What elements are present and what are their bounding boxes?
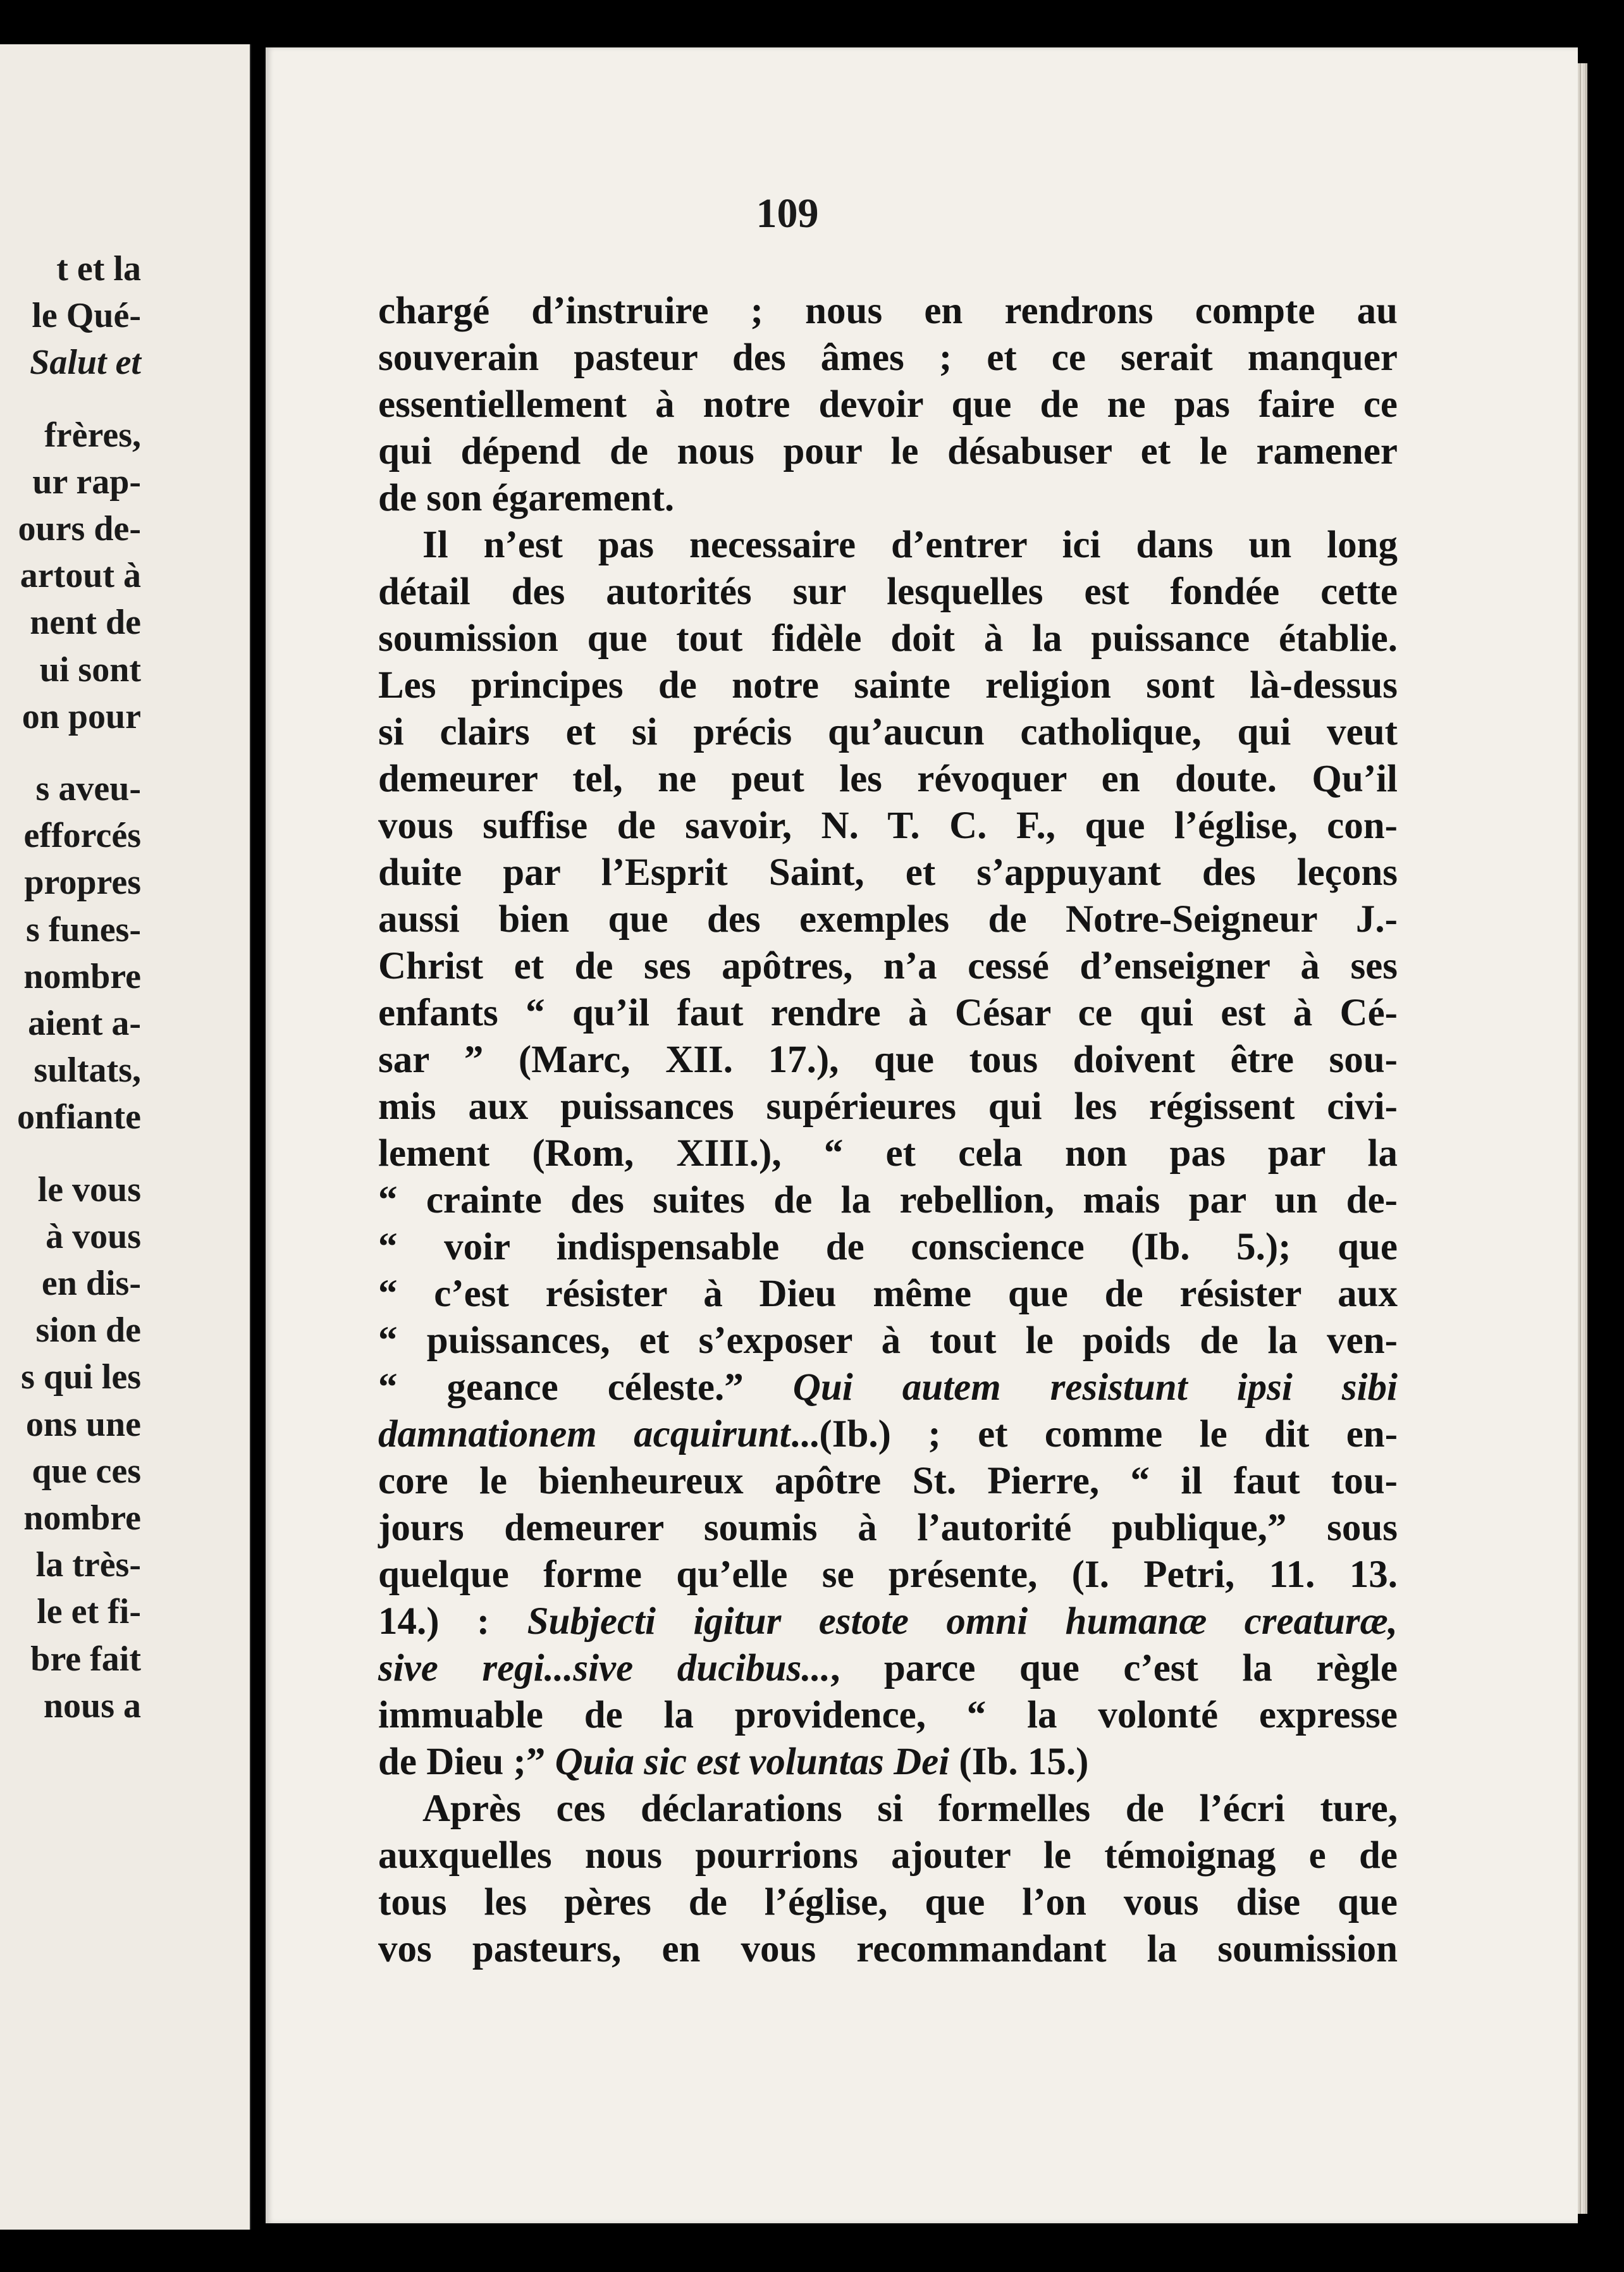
text-segment: lement (Rom, XIII.), “ et cela non pas par la: [378, 1132, 1398, 1175]
text-segment: souverain pasteur des âmes ; et ce serait manquer: [378, 336, 1398, 379]
text-segment: demeurer tel, ne peut les révoquer en doute. Qu’il: [378, 758, 1398, 800]
text-line: [378, 288, 1398, 335]
text-line: [378, 615, 1398, 662]
text-line: [378, 1037, 1398, 1084]
text-segment: soumission que tout fidèle doit à la puissance établie.: [378, 617, 1398, 660]
text-segment: essentiellement à notre devoir que de ne pas faire ce: [378, 383, 1398, 426]
left-page-line: le Qué-: [32, 296, 141, 336]
left-page-line: ons une: [25, 1404, 141, 1444]
text-line: [378, 1505, 1398, 1552]
text-segment: chargé d’instruire ; nous en rendrons compte au: [378, 290, 1398, 332]
text-line: [378, 381, 1398, 428]
left-page-line: ours de-: [18, 509, 141, 548]
text-line: [378, 335, 1398, 381]
text-segment: “ c’est résister à Dieu même que de résister aux: [378, 1273, 1398, 1315]
text-line: [378, 1084, 1398, 1130]
text-segment: détail des autorités sur lesquelles est fondée cette: [378, 571, 1398, 613]
text-line: [378, 1598, 1398, 1645]
text-line: [378, 522, 1398, 569]
left-page-line: le et fi-: [37, 1592, 141, 1632]
text-segment: tous les pères de l’église, que l’on vous dise que: [378, 1881, 1398, 1923]
text-line: [378, 803, 1398, 849]
text-line: [378, 1739, 1398, 1786]
left-page-line: en dis-: [41, 1264, 141, 1303]
text-segment: auxquelles nous pourrions ajouter le témoignag e de: [378, 1834, 1398, 1877]
text-line: [378, 1926, 1398, 1973]
latin-quote: Quia sic est voluntas Dei: [555, 1741, 950, 1783]
left-page-line: s aveu-: [35, 769, 141, 808]
text-segment: Les principes de notre sainte religion sont là-dessus: [378, 664, 1398, 707]
left-page-line: ur rap-: [32, 462, 141, 502]
body-text: [378, 288, 1398, 1973]
left-page-line: que ces: [32, 1451, 141, 1491]
left-page-line: bre fait: [30, 1639, 141, 1679]
page-number: 109: [756, 190, 819, 237]
text-line: [378, 1458, 1398, 1505]
left-page-line: Salut et: [30, 343, 141, 383]
text-line: [378, 1411, 1398, 1458]
text-line: [378, 428, 1398, 475]
text-segment: ...(Ib.) ; et comme le dit en-: [790, 1413, 1398, 1455]
text-segment: 14.) :: [378, 1600, 527, 1643]
left-page-line: nous a: [43, 1686, 141, 1726]
text-segment: de Dieu ;”: [378, 1741, 555, 1783]
latin-quote: Qui autem resistunt ipsi sibi: [792, 1366, 1398, 1409]
text-segment: jours demeurer soumis à l’autorité publique,” sous: [378, 1507, 1398, 1549]
left-page-line: ui sont: [39, 650, 141, 689]
text-line: [378, 1364, 1398, 1411]
text-line: [378, 1552, 1398, 1598]
text-segment: Après ces déclarations si formelles de l’écri ture,: [422, 1787, 1398, 1830]
text-line: [378, 896, 1398, 943]
text-segment: si clairs et si précis qu’aucun catholique, qui veut: [378, 711, 1398, 753]
text-segment: core le bienheureux apôtre St. Pierre, “ il faut tou-: [378, 1460, 1398, 1502]
left-page-line: nent de: [30, 603, 141, 643]
text-line: [378, 756, 1398, 803]
text-segment: duite par l’Esprit Saint, et s’appuyant des leçons: [378, 851, 1398, 894]
left-page-line: on pour: [22, 696, 141, 736]
left-page-line: propres: [24, 863, 141, 903]
left-page-line: le vous: [37, 1170, 141, 1209]
text-segment: “ puissances, et s’exposer à tout le poids de la ven-: [378, 1319, 1398, 1362]
latin-quote: sive regi...sive ducibus...: [378, 1647, 831, 1689]
left-page-line: s qui les: [21, 1357, 141, 1397]
text-line: [378, 1786, 1398, 1832]
left-page-line: artout à: [20, 556, 141, 596]
text-segment: aussi bien que des exemples de Notre-Seigneur J.-: [378, 898, 1398, 941]
text-segment: mis aux puissances supérieures qui les régissent civi-: [378, 1085, 1398, 1128]
text-segment: vous suffise de savoir, N. T. C. F., que l’église, con-: [378, 805, 1398, 847]
left-page-line: efforcés: [23, 816, 141, 856]
text-line: [378, 662, 1398, 709]
text-segment: “ voir indispensable de conscience (Ib. 5.); que: [378, 1226, 1398, 1268]
text-line: [378, 943, 1398, 990]
left-page-line: onfiante: [17, 1097, 141, 1137]
latin-quote: damnationem acquirunt: [378, 1413, 790, 1455]
latin-quote: Subjecti igitur estote omni humanæ creaturæ,: [527, 1600, 1398, 1643]
text-line: [378, 1692, 1398, 1739]
text-segment: de son égarement.: [378, 477, 675, 519]
text-segment: “ geance céleste.”: [378, 1366, 793, 1409]
text-segment: vos pasteurs, en vous recommandant la soumission: [378, 1928, 1398, 1970]
text-segment: , parce que c’est la règle: [830, 1647, 1398, 1689]
text-line: [378, 1318, 1398, 1364]
left-page-line: nombre: [23, 956, 141, 996]
text-line: [378, 1271, 1398, 1318]
text-line: [378, 1832, 1398, 1879]
left-page-line: aient a-: [28, 1004, 141, 1043]
text-segment: quelque forme qu’elle se présente, (I. Petri, 11. 13.: [378, 1553, 1398, 1596]
text-line: [378, 849, 1398, 896]
text-segment: Christ et de ses apôtres, n’a cessé d’enseigner à ses: [378, 945, 1398, 987]
left-page-line: nombre: [23, 1498, 141, 1538]
text-segment: qui dépend de nous pour le désabuser et le ramener: [378, 430, 1398, 472]
left-page-line: s funes-: [25, 910, 141, 949]
text-line: [378, 709, 1398, 756]
text-line: [378, 1130, 1398, 1177]
text-line: [378, 1177, 1398, 1224]
text-line: [378, 569, 1398, 615]
left-page-line: sion de: [35, 1311, 141, 1350]
left-page-line: t et la: [56, 249, 141, 288]
text-line: [378, 1224, 1398, 1271]
text-segment: sar ” (Marc, XII. 17.), que tous doivent être sou-: [378, 1039, 1398, 1081]
left-page-line: à vous: [46, 1216, 141, 1256]
text-line: [378, 475, 1398, 522]
left-page-line: sultats,: [34, 1051, 141, 1090]
text-segment: enfants “ qu’il faut rendre à César ce qui est à Cé-: [378, 992, 1398, 1034]
text-segment: Il n’est pas necessaire d’entrer ici dans un long: [422, 524, 1398, 566]
text-line: [378, 990, 1398, 1037]
left-page-line: la très-: [35, 1545, 141, 1585]
left-page-line: frères,: [44, 415, 141, 455]
text-segment: “ crainte des suites de la rebellion, mais par un de-: [378, 1179, 1398, 1221]
text-segment: immuable de la providence, “ la volonté expresse: [378, 1694, 1398, 1736]
text-segment: (Ib. 15.): [949, 1741, 1089, 1783]
left-page: [0, 44, 251, 2230]
text-line: [378, 1645, 1398, 1692]
text-line: [378, 1879, 1398, 1926]
